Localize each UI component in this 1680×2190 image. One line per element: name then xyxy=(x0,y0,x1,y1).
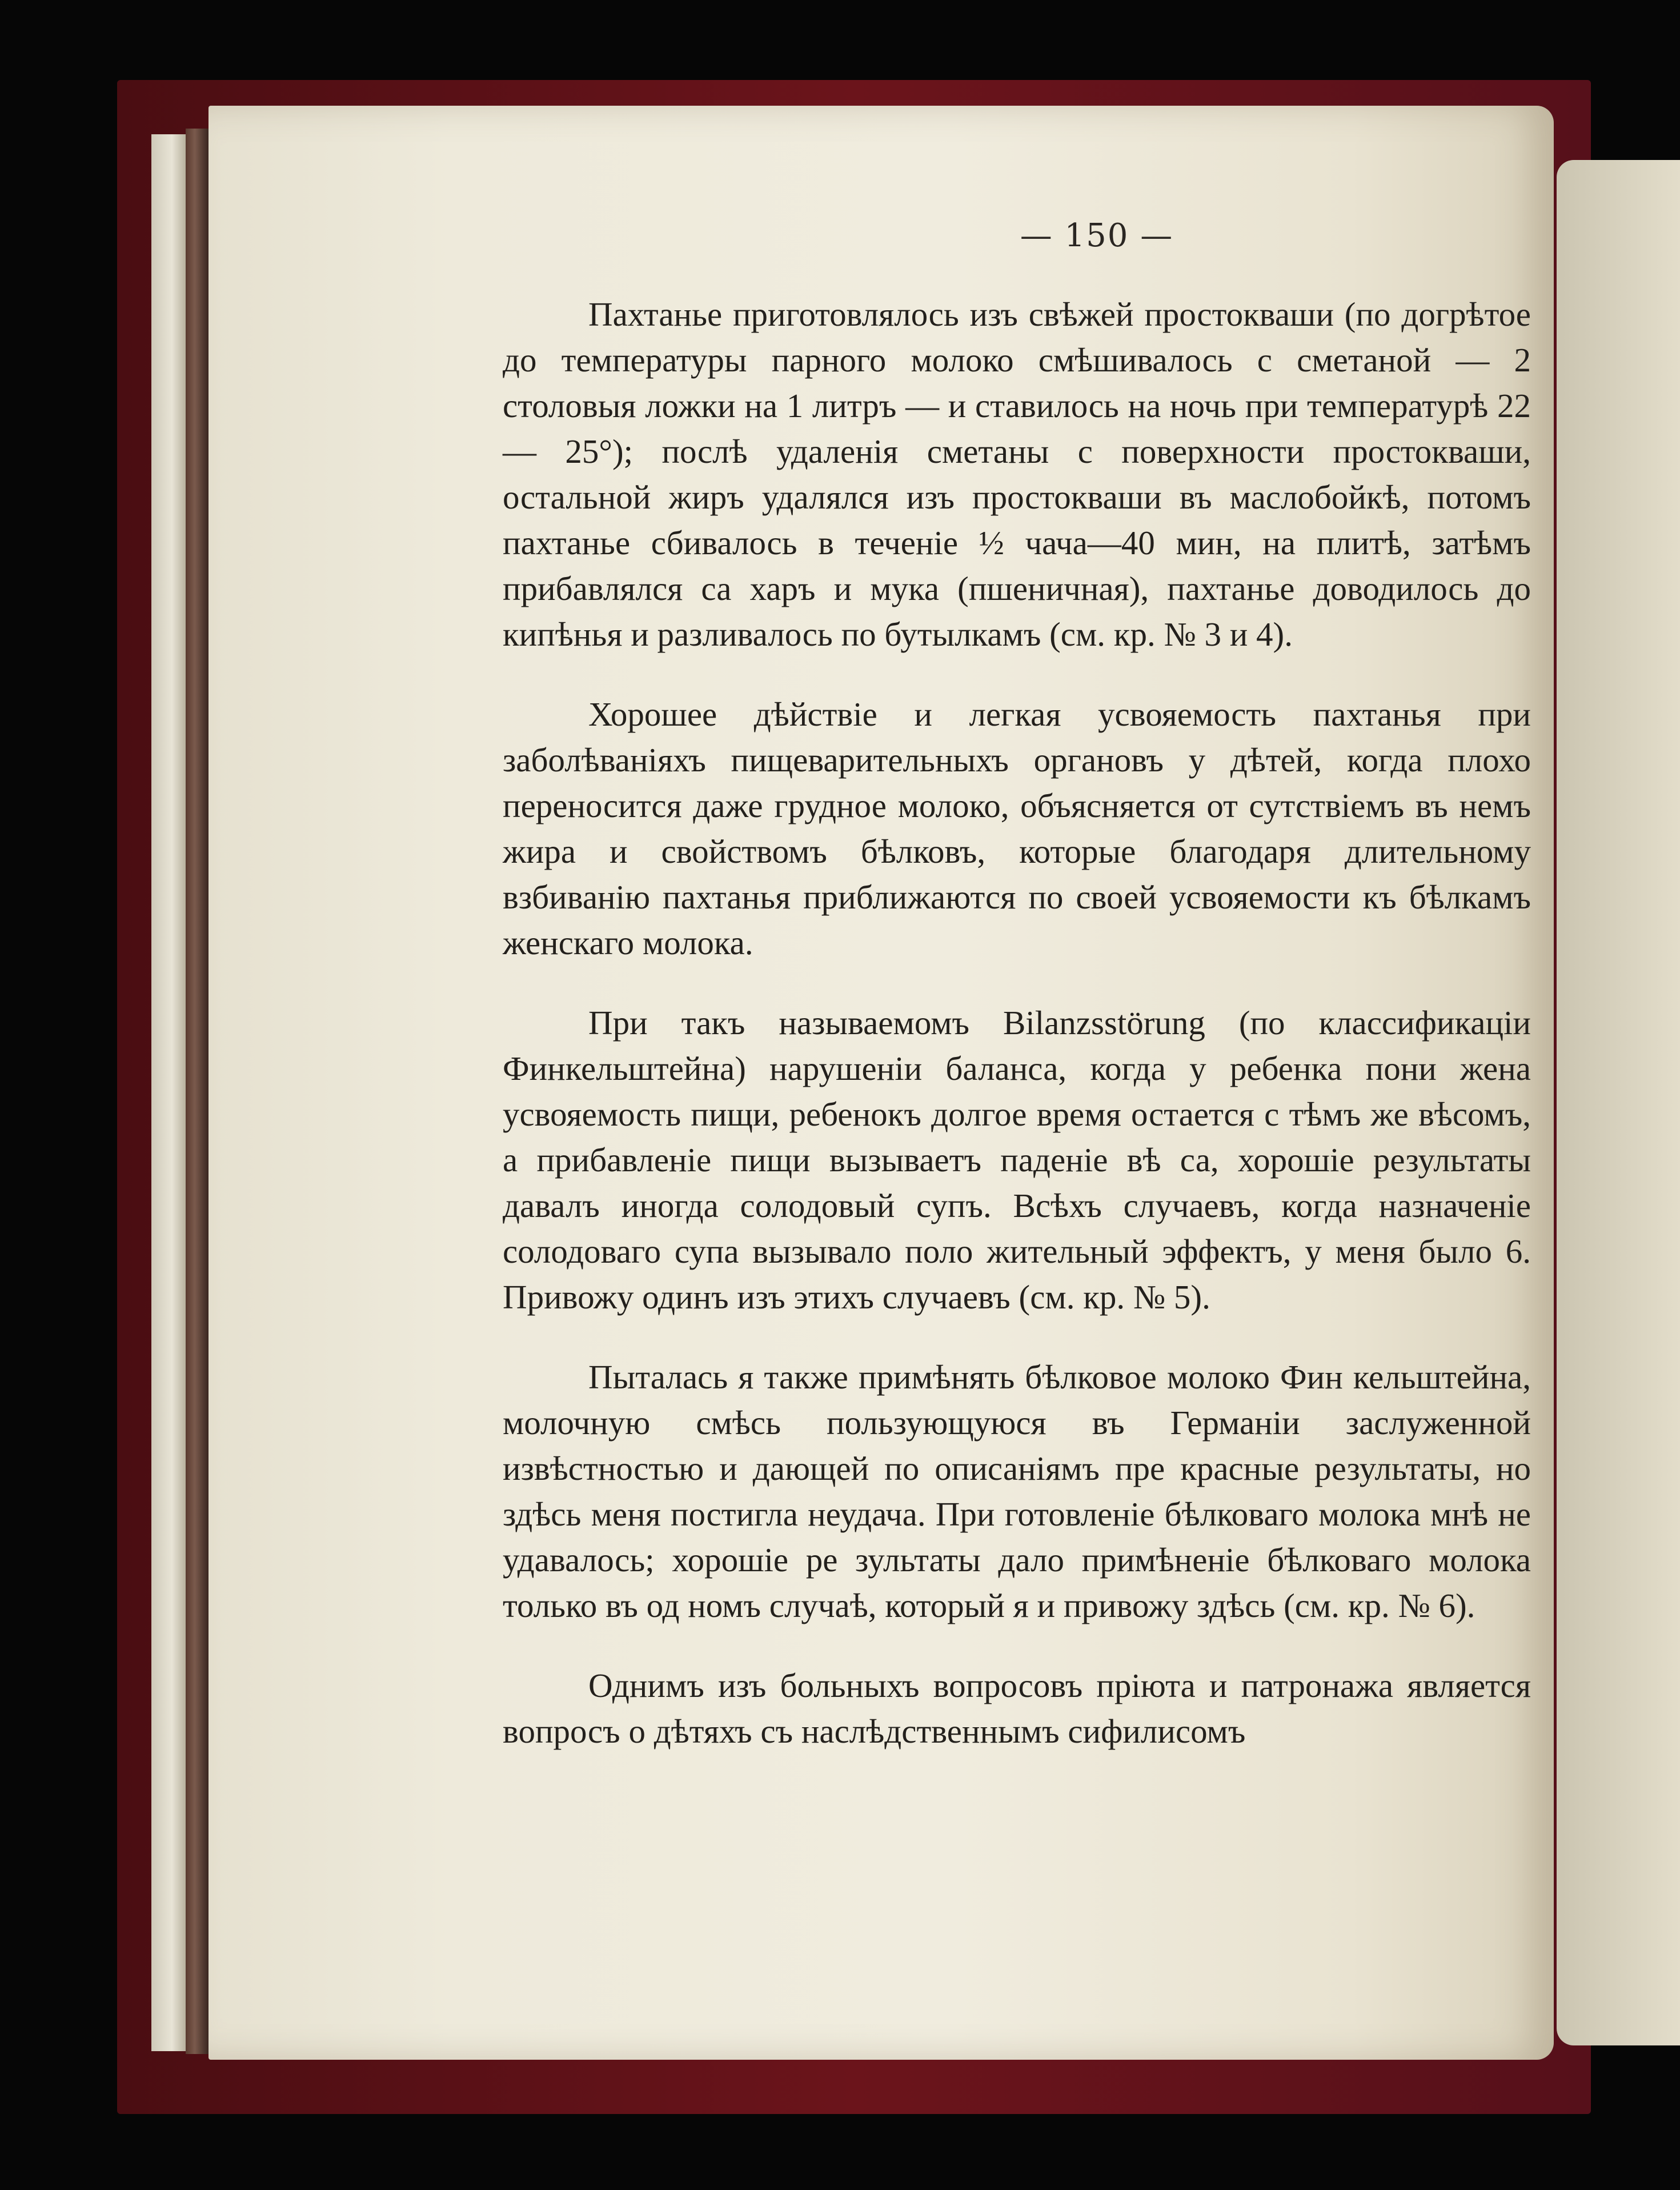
spine-shadow xyxy=(186,129,209,2054)
paragraph: Хорошее дѣйствіе и легкая усвояемость пахтанья при заболѣваніяхъ пищеварительныхъ органовъ у дѣтей, когда плохо переносится даже грудное молоко, объясняется от сутствіемъ въ немъ жира и свойствомъ бѣлковъ, которые благодаря длительному взбиванію пахтанья приближаются по своей усвояемости къ бѣлкамъ женскаго молока. xyxy=(503,695,1531,962)
paragraph: Пахтанье приготовлялось изъ свѣжей простокваши (по догрѣтое до температуры парного молоко смѣшивалось с сметаной — 2 столовыя ложки на 1 литръ — и ставилось на ночь при температурѣ 22 — 25°); послѣ удаленія сметаны с поверхности простокваши, остальной жиръ удалялся изъ простокваши въ маслобойкѣ, потомъ пахтанье сбивалось в теченіе ½ чача—40 мин, на плитѣ, затѣмъ прибавлялся са харъ и мука (пшеничная), пахтанье доводилось до кипѣнья и разливалось по бутылкамъ (см. кр. № 3 и 4). xyxy=(503,295,1531,653)
page-body xyxy=(503,291,1531,1754)
facing-page-edge xyxy=(1557,160,1680,2045)
paragraph: При такъ называемомъ Bilanzsstörung (по классификаціи Финкельштейна) нарушеніи баланса, когда у ребенка пони жена усвояемость пищи, ребенокъ долгое время остается с тѣмъ же вѣсомъ, а прибавленіе пищи вызываетъ паденіе вѣ са, хорошіе результаты давалъ иногда солодовый супъ. Всѣхъ случаевъ, когда назначеніе солодоваго супа вызывало поло жительный эффектъ, у меня было 6. Привожу одинъ изъ этихъ случаевъ (см. кр. № 5). xyxy=(503,1004,1531,1316)
paragraph: Однимъ изъ больныхъ вопросовъ пріюта и патронажа является вопросъ о дѣтяхъ съ наслѣдственнымъ сифилисомъ xyxy=(503,1667,1531,1750)
paragraph: Пыталась я также примѣнять бѣлковое молоко Фин кельштейна, молочную смѣсь пользующуюся въ Германіи заслуженной извѣстностью и дающей по описаніямъ пре красные результаты, но здѣсь меня постигла неудача. При готовленіе бѣлковаго молока мнѣ не удавалось; хорошіе ре зультаты дало примѣненіе бѣлковаго молока только въ од номъ случаѣ, который я и привожу здѣсь (см. кр. № 6). xyxy=(503,1358,1531,1624)
page-number: — 150 — xyxy=(1020,217,1174,254)
page-block-edge xyxy=(151,134,186,2051)
